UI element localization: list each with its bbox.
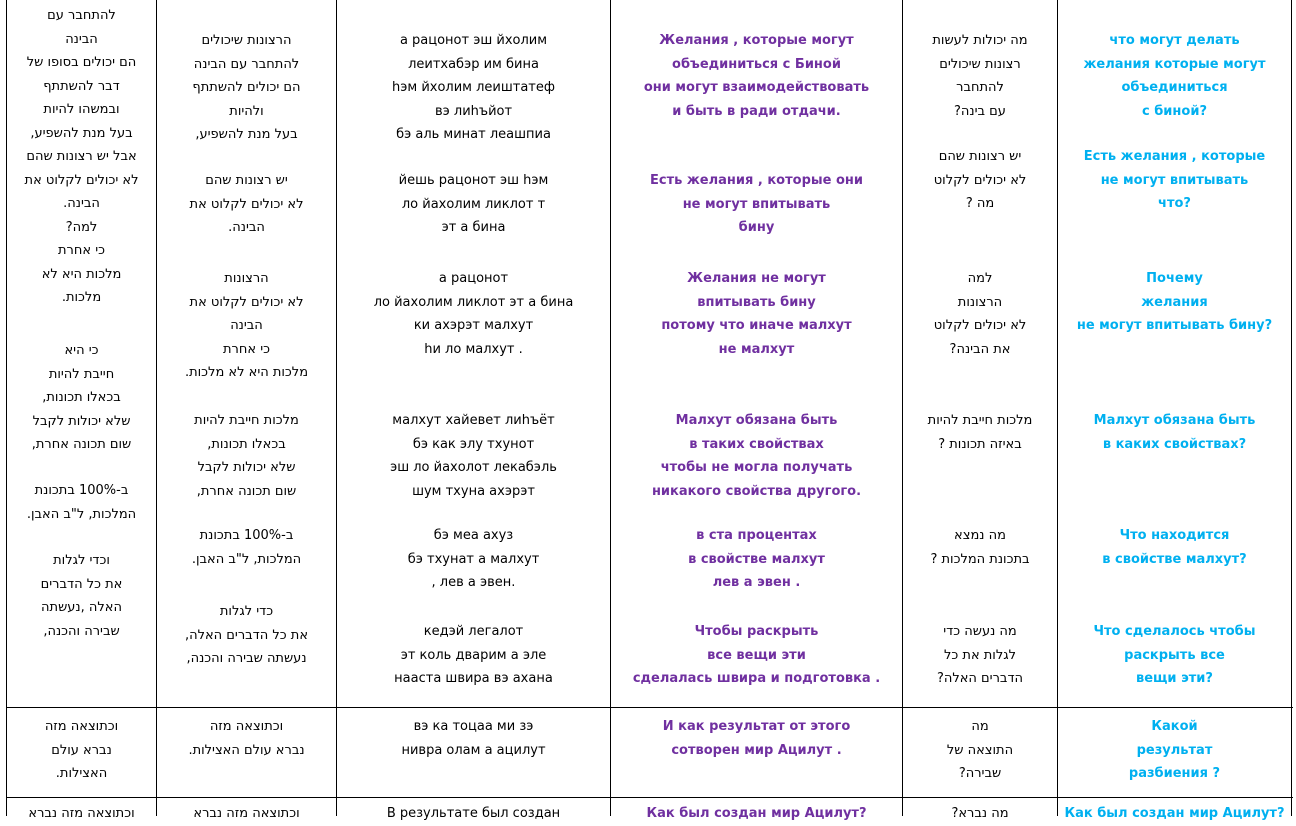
cut-off-row-text: וכתוצאה מזה נברא [28,806,135,821]
text-line: с биной? [1142,103,1207,119]
text-line: чтобы не могла получать [660,460,853,475]
cell-block [337,715,610,762]
text-line: הבינה. [228,220,265,235]
text-line: Есть желания , которые [1083,149,1266,164]
text-line: לא יכולים לקלוט את [24,172,139,188]
cell-block [337,169,610,240]
column-2 [156,0,336,821]
text-line: המלכות, ל"ב האבן. [26,506,137,522]
cell-block [1058,29,1291,123]
text-line: ובמשהו להיות [43,102,120,117]
text-line: Малхут обязана быть [675,413,838,428]
text-line: מלכות. [61,290,102,305]
text-line: כי היא [64,343,99,358]
text-line: מלכות חייבת להיות [194,413,299,428]
text-line: את כל הדברים [40,576,123,592]
text-line: бэ аль минат леашпиа [396,127,551,142]
column-1 [6,0,156,821]
column-6 [1057,0,1292,821]
text-line: леитхабэр им бина [408,56,539,72]
cell-block [611,29,902,123]
text-line: להתחבר עם [47,8,116,23]
text-line: вэ лиhъйот [434,103,513,119]
cell-block [157,715,336,762]
text-line: האצילות. [55,766,108,781]
text-line: יש רצונות שהם [938,149,1022,164]
text-line: и быть в ради отдачи. [672,103,841,119]
text-line: Желания не могут [687,271,826,286]
text-line: Что находится [1119,528,1230,543]
cell-block [903,145,1057,216]
text-line: а рацонот эш йхолим [399,33,548,48]
text-line: שלא יכולות לקבל [32,413,131,429]
text-line: מה ? [965,196,995,211]
cell-block [903,409,1057,456]
text-line: שבירה? [958,766,1002,781]
cell-block [1058,524,1291,571]
cell-block [337,29,610,147]
text-line: бэ меа ахуз [433,528,514,543]
row-divider [6,707,1293,708]
text-line: הרצונות שיכולים [201,33,292,48]
text-line: в каких свойствах? [1102,436,1247,452]
text-line: ло йахолим ликлот т [401,196,546,212]
text-line: ки ахэрэт малхут [413,318,534,333]
text-line: בתכונת המלכות ? [930,551,1030,567]
text-line: יש רצונות שהם [205,173,288,188]
cell-block [903,267,1057,361]
text-line: потому что иначе малхут [661,318,852,333]
column-5 [902,0,1057,821]
text-line: И как результат от этого [662,719,851,734]
cut-off-row-text: וכתוצאה מזה נברא [193,806,300,821]
cell-block [1058,715,1291,786]
text-line: האלה ,נעשתה [41,600,122,615]
cell-block [337,620,610,691]
column-3 [336,0,610,821]
text-line: эт а бина [441,220,506,235]
cut-off-row-text: מה נברא? [951,806,1009,821]
text-line: וכתוצאה מזה [44,719,119,734]
cell-block [611,169,902,240]
text-line: желания [1141,294,1208,310]
text-line: эш ло йахолот лекабэль [390,460,557,475]
text-line: נברא עולם [51,742,112,758]
cell-block [611,524,902,595]
text-line: вэ ка тоцаа ми зэ [413,719,534,734]
text-line: מה נמצא [954,528,1006,543]
text-line: сделалась швира и подготовка . [632,671,881,686]
cell-block [157,600,336,671]
text-line: שלא יכולות לקבל [197,460,296,475]
text-line: нааста швира вэ ахана [394,671,553,686]
text-line: לא יכולים לקלוט את [189,196,304,212]
text-line: הרצונות [957,294,1003,310]
text-line: התוצאה של [946,742,1014,758]
text-line: מלכות חייבת להיות [927,413,1033,428]
cell-block [1058,620,1291,691]
cell-block [157,267,336,385]
text-line: Желания , которые могут [659,33,854,48]
text-line: שום תכונה אחרת, [196,483,297,499]
cell-block [903,29,1057,123]
cell-block [903,715,1057,786]
text-line: в свойстве малхут [688,551,825,567]
text-line: Почему [1146,271,1203,286]
text-line: не могут впитывать бину? [1076,318,1273,333]
text-line: а рацонот [438,271,509,286]
text-line: להתחבר [956,80,1004,95]
cut-off-row-text: Как был создан мир Ацилут? [646,806,867,821]
cell-block [7,339,156,457]
cell-block [903,524,1057,571]
cell-block [611,620,902,691]
text-line: результат [1136,742,1213,758]
text-line: הדברים האלה? [936,671,1024,686]
text-line: הבינה [65,31,98,47]
text-line: לא יכולים לקלוט [933,172,1027,188]
cell-block [1058,409,1291,456]
text-line: не могут впитывать [682,196,831,212]
cell-block [7,4,156,310]
text-line: они могут взаимодействовать [643,80,870,95]
text-line: раскрыть все [1124,647,1225,663]
text-line: в таких свойствах [689,436,824,452]
text-line: малхут хайевет лиhъёт [392,413,555,428]
text-line: את כל הדברים האלה, [184,627,309,643]
text-line: מה יכולות לעשות [932,33,1028,48]
text-line: Малхут обязана быть [1093,413,1256,428]
text-line: впитывать бину [697,294,816,310]
text-line: hэм йхолим леиштатеф [392,80,555,95]
text-line: למה? [65,219,98,235]
text-line: ב-100% בתכונת [34,483,129,498]
cell-block [7,549,156,643]
text-line: חייבת להיות [48,366,115,382]
text-line: объединиться [1121,80,1228,95]
text-line: ולהיות [229,103,264,119]
text-line: бину [738,220,775,235]
text-line: הרצונות [224,271,269,286]
text-line: что могут делать [1109,33,1240,48]
cell-block [7,715,156,786]
cell-block [611,715,902,762]
text-line: разбиения ? [1128,766,1221,781]
text-line: המלכות, ל"ב האבן. [191,551,302,567]
text-line: желания которые могут [1083,56,1266,72]
text-line: הבינה [230,318,263,333]
text-line: לא יכולים לקלוט את [189,294,304,310]
text-line: למה [967,271,993,286]
text-line: שבירה והכנה, [43,623,120,639]
text-line: ב-100% בתכונת [199,528,294,543]
text-line: הם יכולים להשתתף [192,80,301,95]
text-line: никакого свойства другого. [651,483,862,499]
text-line: все вещи эти [707,647,806,663]
text-line: נעשתה שבירה והכנה, [186,651,307,666]
text-line: להתחבר עם הבינה [193,56,300,72]
text-line: бэ как элу тхунот [412,436,535,452]
text-line: בעל מנת להשפיע, [30,125,133,141]
text-line: йешь рацонот эш hэм [398,173,549,188]
text-line: הבינה. [63,196,100,211]
cell-block [611,267,902,361]
text-line: вещи эти? [1136,671,1213,686]
cell-block [337,524,610,595]
text-line: ло йахолим ликлот эт а бина [373,294,574,310]
text-line: что? [1158,196,1191,211]
text-line: עם בינה? [954,103,1006,119]
cell-block [611,409,902,503]
text-line: דבר להשתתף [43,78,120,94]
text-line: не малхут [718,341,795,357]
text-line: בכאלו תכונות, [42,390,121,405]
cell-block [7,479,156,526]
row-divider [6,797,1293,798]
text-line: אבל יש רצונות שהם [26,149,137,164]
cell-block [337,409,610,503]
text-line: כי אחרת [223,341,270,357]
cell-block [1058,145,1291,216]
cell-block [903,620,1057,691]
cut-off-row-text: Как был создан мир Ацилут? [1064,806,1285,821]
text-line: הם יכולים בסופו של [26,55,137,70]
text-line: וכתוצאה מזה [209,719,284,734]
text-line: באיזה תכונות ? [938,436,1022,452]
text-line: кедэй легалот [423,624,524,639]
cell-block [337,267,610,361]
text-line: в свойстве малхут? [1102,551,1247,567]
text-line: מה נעשה כדי [943,624,1017,639]
text-line: лев а эвен . [712,575,801,590]
text-line: מלכות היא לא מלכות. [184,365,309,380]
text-line: объединиться с Биной [672,56,841,72]
text-line: בעל מנת להשפיע, [195,127,298,142]
text-line: Чтобы раскрыть [694,624,819,639]
text-line: не могут впитывать [1100,172,1249,188]
text-line: מה [971,719,989,734]
text-line: Какой [1151,719,1198,734]
cell-block [157,169,336,240]
text-line: בכאלו תכונות, [207,436,286,452]
text-line: шум тхуна ахэрэт [412,483,535,499]
text-line: וכדי לגלות [53,553,110,568]
text-line: את הבינה? [949,341,1011,357]
text-line: в ста процентах [696,528,817,543]
cell-block [1058,267,1291,338]
text-line: נברא עולם האצילות. [188,742,305,758]
text-line: Есть желания , которые они [650,173,863,188]
cell-block [157,409,336,503]
text-line: כדי לגלות [219,604,274,619]
column-4 [610,0,902,821]
text-line: , лев а эвен. [431,575,516,590]
text-line: нивра олам а ацилут [401,742,546,758]
text-line: כי אחרת [58,243,105,258]
cell-block [157,524,336,571]
text-line: רצונות שיכולים [939,56,1021,72]
text-line: Что сделалось чтобы [1093,624,1256,639]
text-line: שום תכונה אחרת, [31,437,132,452]
text-line: לגלות את כל [944,647,1016,663]
text-line: לא יכולים לקלוט [933,318,1027,333]
text-line: hи ло малхут . [424,341,523,357]
text-line: эт коль дварим а эле [400,647,547,663]
text-line: бэ тхунат а малхут [407,551,540,567]
text-line: сотворен мир Ацилут . [671,742,842,758]
cell-block [157,29,336,147]
cut-off-row-text: В результате был создан [386,806,561,821]
text-line: מלכות היא לא [41,266,122,282]
